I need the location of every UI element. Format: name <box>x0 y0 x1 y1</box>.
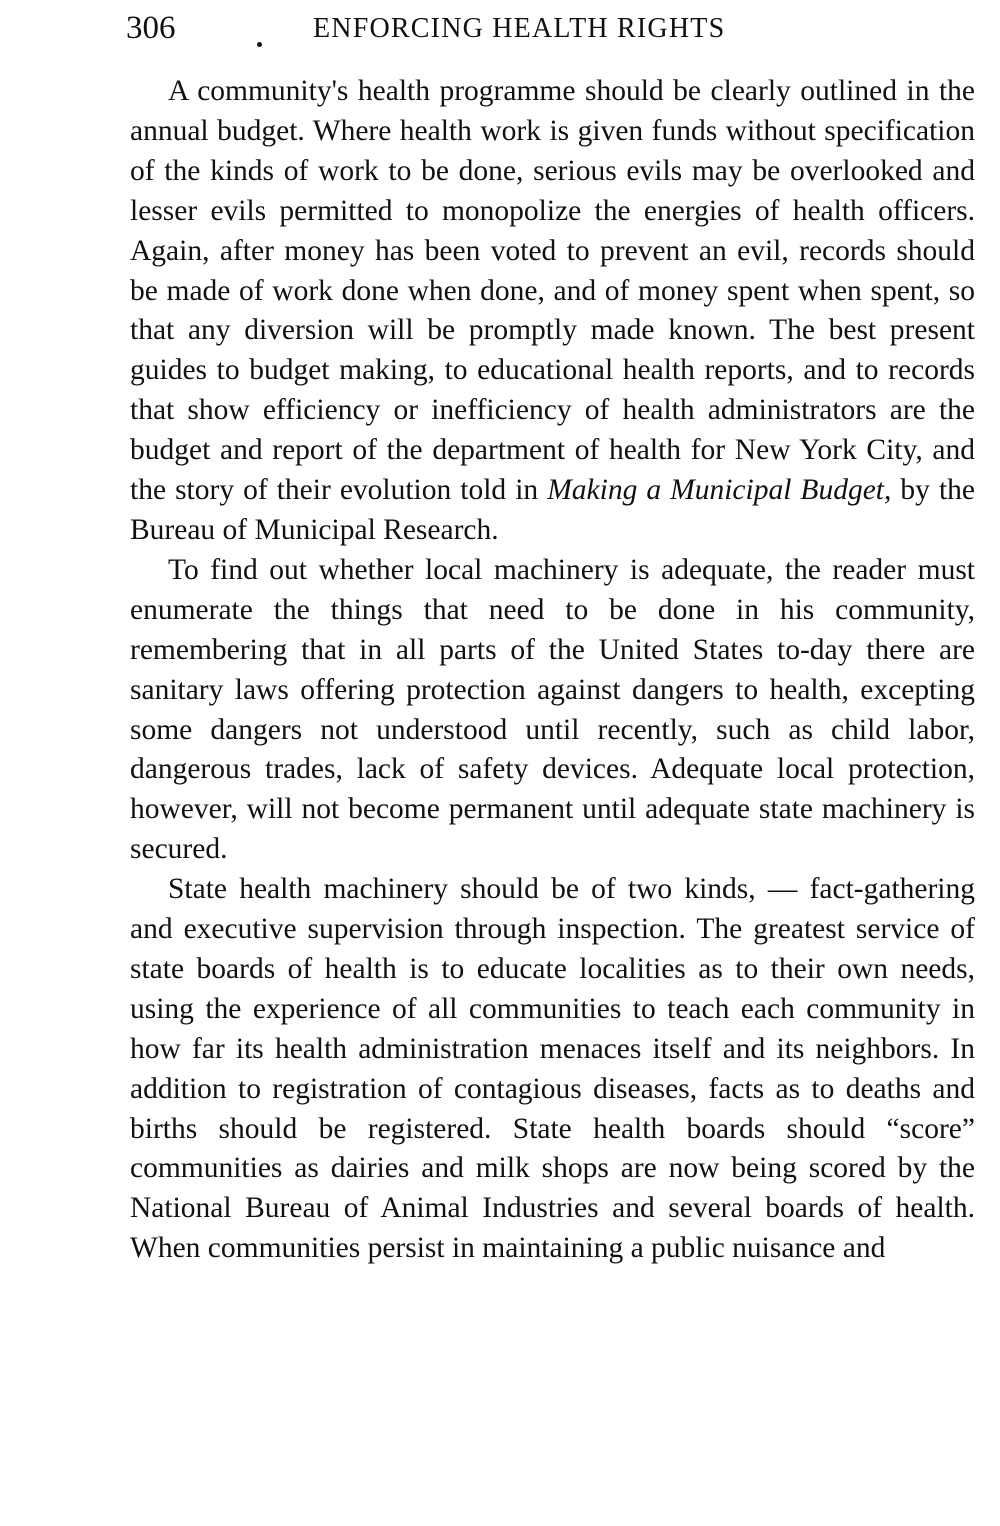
page-number: 306 <box>126 10 176 46</box>
paragraph-budget <box>130 72 975 551</box>
running-title: ENFORCING HEALTH RIGHTS <box>313 13 726 44</box>
print-speck <box>257 42 262 47</box>
body-text <box>130 72 975 1269</box>
paragraph-state-machinery: State health machinery should be of two kinds, — fact-gathering and executive supervision through inspection. The greatest service of state boards of health is to educate localities as to their own needs, using the experience of all communities to teach each community in how far its health administration menaces itself and its neighbors. In addition to registration of contagious diseases, facts as to deaths and births should be registered. State health boards should “score” communities as dairies and milk shops are now being scored by the National Bureau of Animal Industries and several boards of health. When communities persist in maintaining a public nuisance and <box>130 873 975 1265</box>
paragraph-local-machinery: To find out whether local machinery is adequate, the reader must enumerate the things that need to be done in his community, remembering that in all parts of the United States to-day there are sanitary laws offering protection against dangers to health, excepting some dangers not understood until recently, such as child labor, dangerous trades, lack of safety devices. Adequate local protection, however, will not become permanent until adequate state machinery is secured. <box>130 553 975 866</box>
book-title: Making a Municipal Budget, <box>547 474 892 507</box>
running-head <box>120 6 980 50</box>
paragraph-budget-text: A community's health programme should be clearly outlined in the annual budget. Where health work is given funds without specification of the kinds of work to be done, serious evils may be overlooked and lesser evils permitted to monopolize the energies of health officers. Again, after money has been voted to prevent an evil, records should be made of work done when done, and of money spent when spent, so that any diversion will be promptly made known. The best present guides to budget making, to educational health reports, and to records that show efficiency or inefficiency of health administrators are the budget and report of the department of health for New York City, and the story of their evolution told in <box>130 75 975 507</box>
paragraph-budget-ending: by the Bureau of Municipal Research. <box>130 474 975 546</box>
